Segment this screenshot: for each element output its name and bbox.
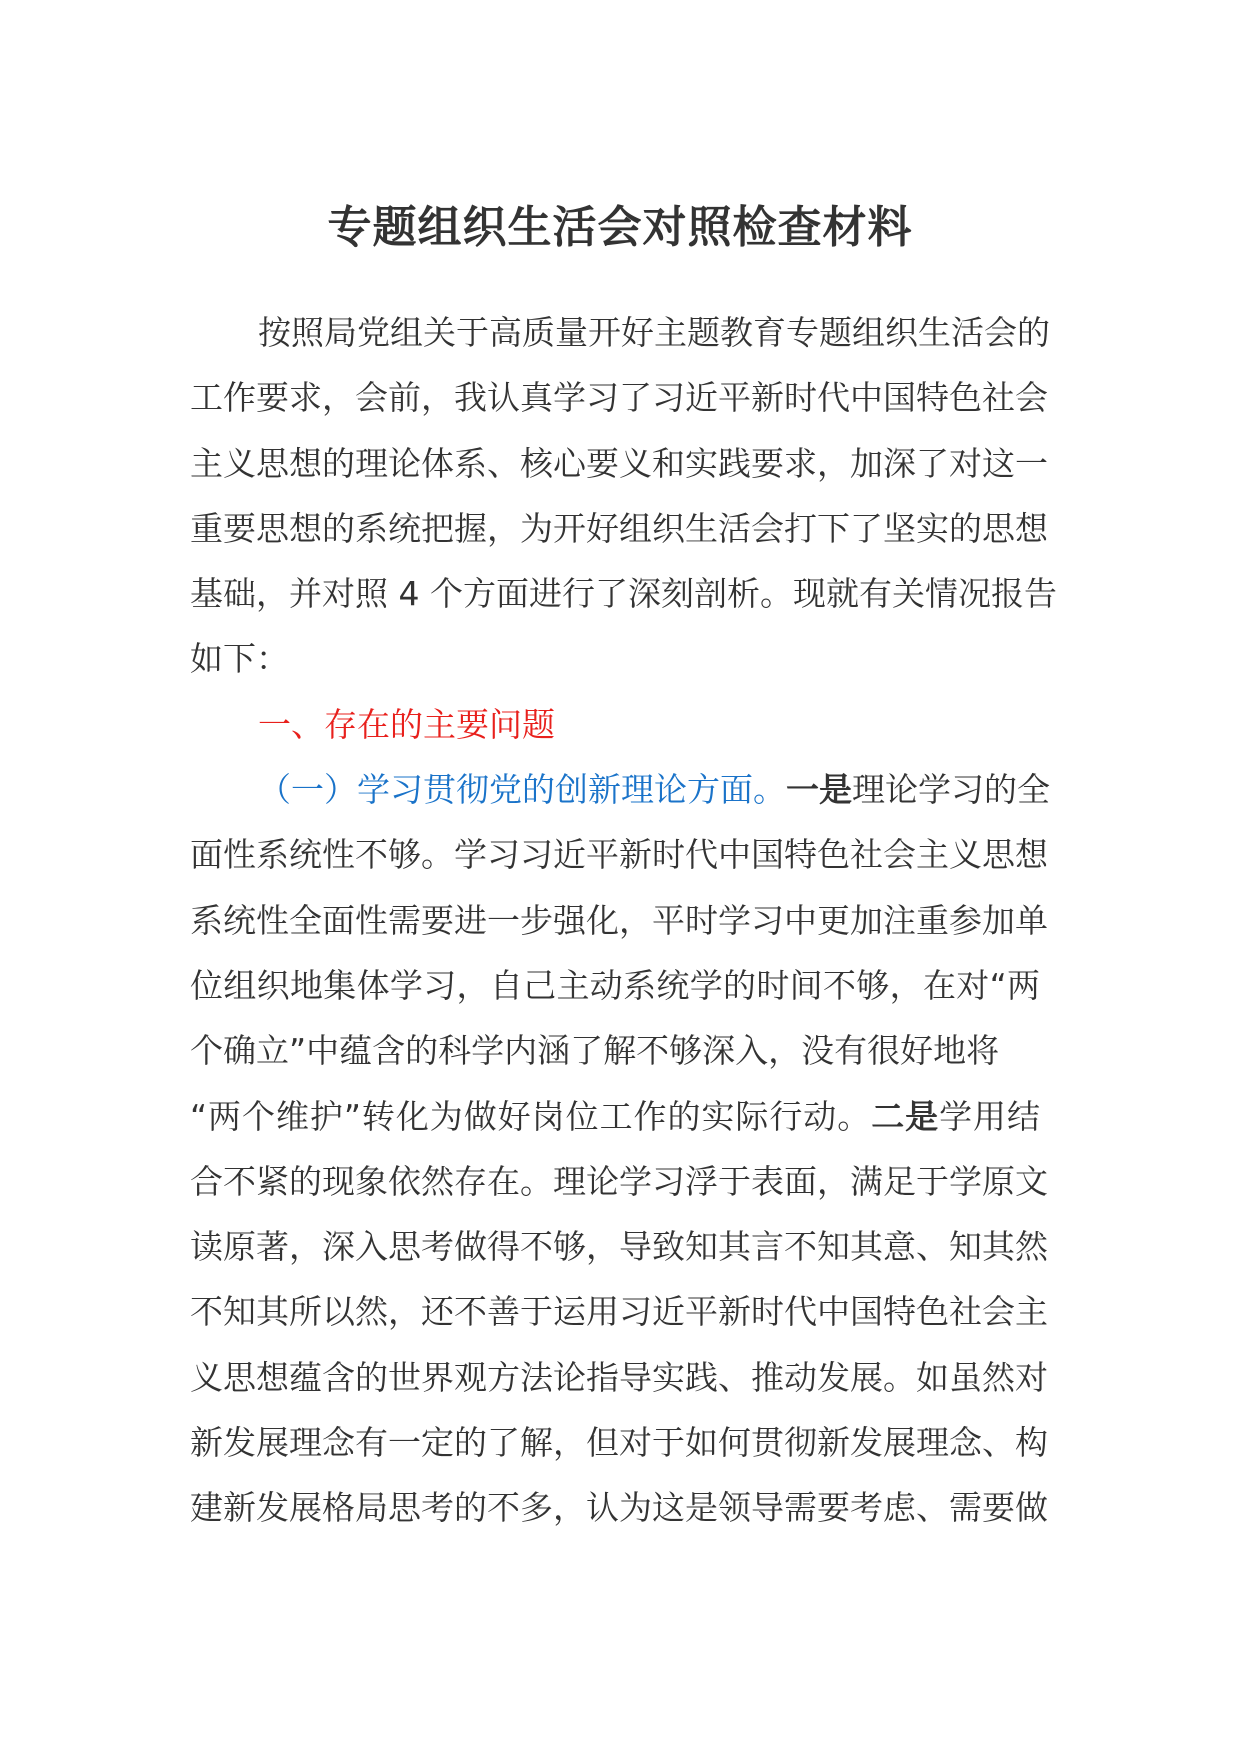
paragraph-line: 主义思想的理论体系、核心要义和实践要求，加深了对这一 [190, 443, 1048, 483]
paragraph-line: 位组织地集体学习，自己主动系统学的时间不够，在对“两 [190, 965, 1040, 1005]
paragraph-line: 新发展理念有一定的了解，但对于如何贯彻新发展理念、构 [190, 1423, 1048, 1463]
paragraph-line: 不知其所以然，还不善于运用习近平新时代中国特色社会主 [190, 1292, 1048, 1332]
paragraph-line: 如下： [190, 639, 289, 679]
section-heading: 一、存在的主要问题 [258, 704, 555, 744]
paragraph-line: 面性系统性不够。学习习近平新时代中国特色社会主义思想 [190, 835, 1048, 875]
paragraph-line: 义思想蕴含的世界观方法论指导实践、推动发展。如虽然对 [190, 1357, 1048, 1397]
paragraph-line: 重要思想的系统把握，为开好组织生活会打下了坚实的思想 [190, 508, 1048, 548]
point-two-line [190, 1084, 1040, 1149]
paragraph-line: 工作要求，会前，我认真学习了习近平新时代中国特色社会 [190, 378, 1048, 418]
point-text: 学用结 [939, 1096, 1040, 1136]
paragraph-line: 按照局党组关于高质量开好主题教育专题组织生活会的 [258, 313, 1050, 352]
paragraph-line: 系统性全面性需要进一步强化，平时学习中更加注重参加单 [190, 900, 1048, 940]
paragraph-line: 读原著，深入思考做得不够，导致知其言不知其意、知其然 [190, 1227, 1048, 1267]
paragraph-line: 个确立”中蕴含的科学内涵了解不够深入，没有很好地将 [190, 1031, 1000, 1071]
point-label: 一是 [786, 770, 852, 810]
paragraph-line: 基础，并对照 4 个方面进行了深刻剖析。现就有关情况报告 [190, 574, 1057, 614]
point-text: 理论学习的全 [852, 770, 1050, 810]
subsection-first-line [190, 757, 1050, 822]
paragraph-line: 建新发展格局思考的不多，认为这是领导需要考虑、需要做 [190, 1488, 1048, 1528]
point-text: “两个维护”转化为做好岗位工作的实际行动。 [190, 1096, 872, 1136]
paragraph-line: 合不紧的现象依然存在。理论学习浮于表面，满足于学原文 [190, 1161, 1048, 1201]
document-body [190, 300, 1057, 1541]
document-title: 专题组织生活会对照检查材料 [327, 202, 913, 253]
point-label: 二是 [871, 1096, 940, 1136]
subsection-heading: （一）学习贯彻党的创新理论方面。 [258, 770, 786, 810]
